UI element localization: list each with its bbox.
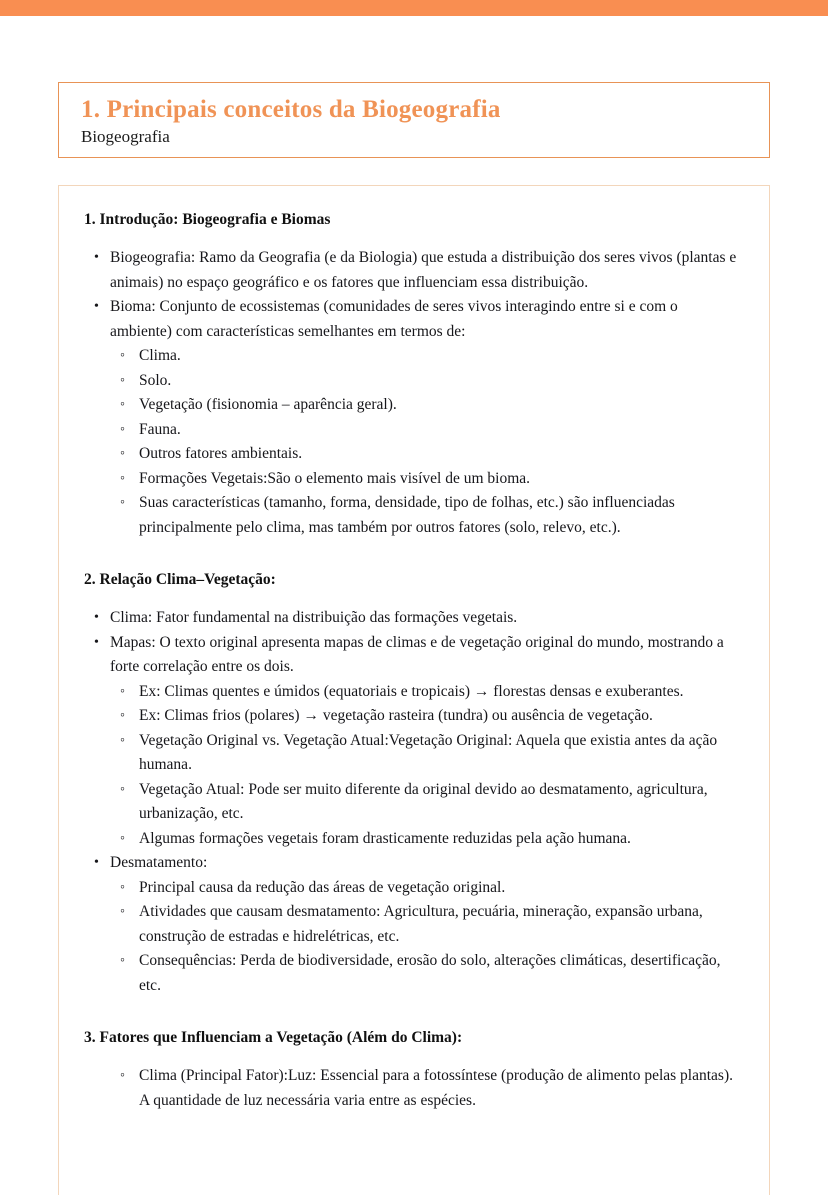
sub-bullet-list [110,876,739,999]
list-item [84,851,739,998]
page-title: 1. Principais conceitos da Biogeografia [81,96,501,123]
sub-list-item: ◦ Outros fatores ambientais. [110,442,739,467]
list-item [84,631,739,852]
accent-top-bar [0,0,828,16]
bullet-list [84,606,739,998]
sub-list-item: ◦ Consequências: Perda de biodiversidade, erosão do solo, alterações climáticas, desertificação, etc. [110,949,739,998]
sub-list-item: ◦ Vegetação (fisionomia – aparência geral). [110,393,739,418]
list-item-text: • Desmatamento: [110,854,207,871]
list-item-text: • Biogeografia: Ramo da Geografia (e da Biologia) que estuda a distribuição dos seres vivos (plantas e animais) no espaço geográfico e os fatores que influenciam essa distribuição. [110,249,736,291]
sections-container [84,210,739,1113]
sub-list-item: ◦ Vegetação Original vs. Vegetação Atual:Vegetação Original: Aquela que existia antes da ação humana. [110,729,739,778]
document-title-card [58,82,770,158]
section-heading: 2. Relação Clima–Vegetação: [84,571,276,588]
list-item [84,246,739,295]
list-item [84,295,739,540]
document-page [0,16,828,1171]
sub-list-item: ◦ Fauna. [110,418,739,443]
sub-list-item: ◦ Atividades que causam desmatamento: Agricultura, pecuária, mineração, expansão urbana, construção de estradas e hidrelétricas, etc. [110,900,739,949]
list-item-text: • Clima: Fator fundamental na distribuição das formações vegetais. [110,609,517,626]
sub-list-item: ◦ Ex: Climas quentes e úmidos (equatoriais e tropicais) → florestas densas e exuberantes. [110,680,739,705]
sub-list-item: ◦ Formações Vegetais:São o elemento mais visível de um bioma. [110,467,739,492]
list-item [84,606,739,631]
sub-list-item: ◦ Principal causa da redução das áreas de vegetação original. [110,876,739,901]
sub-bullet-list [110,344,739,540]
sub-list-item: ◦ Suas características (tamanho, forma, densidade, tipo de folhas, etc.) são influenciadas principalmente pelo clima, mas também por outros fatores (solo, relevo, etc.). [110,491,739,540]
sub-list-item: ◦ Algumas formações vegetais foram drasticamente reduzidas pela ação humana. [110,827,739,852]
sub-bullet-list [84,1064,739,1113]
section-heading: 1. Introdução: Biogeografia e Biomas [84,211,331,228]
sub-list-item: ◦ Vegetação Atual: Pode ser muito diferente da original devido ao desmatamento, agricultura, urbanização, etc. [110,778,739,827]
page-subtitle: Biogeografia [81,127,170,146]
sub-list-item: ◦ Clima. [110,344,739,369]
document-content-card [58,185,770,1195]
bullet-list [84,246,739,540]
sub-list-item: ◦ Ex: Climas frios (polares) → vegetação rasteira (tundra) ou ausência de vegetação. [110,704,739,729]
list-item-text: • Mapas: O texto original apresenta mapas de climas e de vegetação original do mundo, mostrando a forte correlação entre os dois. [110,634,724,676]
sub-list-item: ◦ Clima (Principal Fator):Luz: Essencial para a fotossíntese (produção de alimento pelas plantas). A quantidade de luz necessária varia entre as espécies. [110,1064,739,1113]
list-item-text: • Bioma: Conjunto de ecossistemas (comunidades de seres vivos interagindo entre si e com o ambiente) com características semelhantes em termos de: [110,298,678,340]
sub-list-item: ◦ Solo. [110,369,739,394]
sub-bullet-list [110,680,739,852]
section-heading: 3. Fatores que Influenciam a Vegetação (Além do Clima): [84,1029,463,1046]
